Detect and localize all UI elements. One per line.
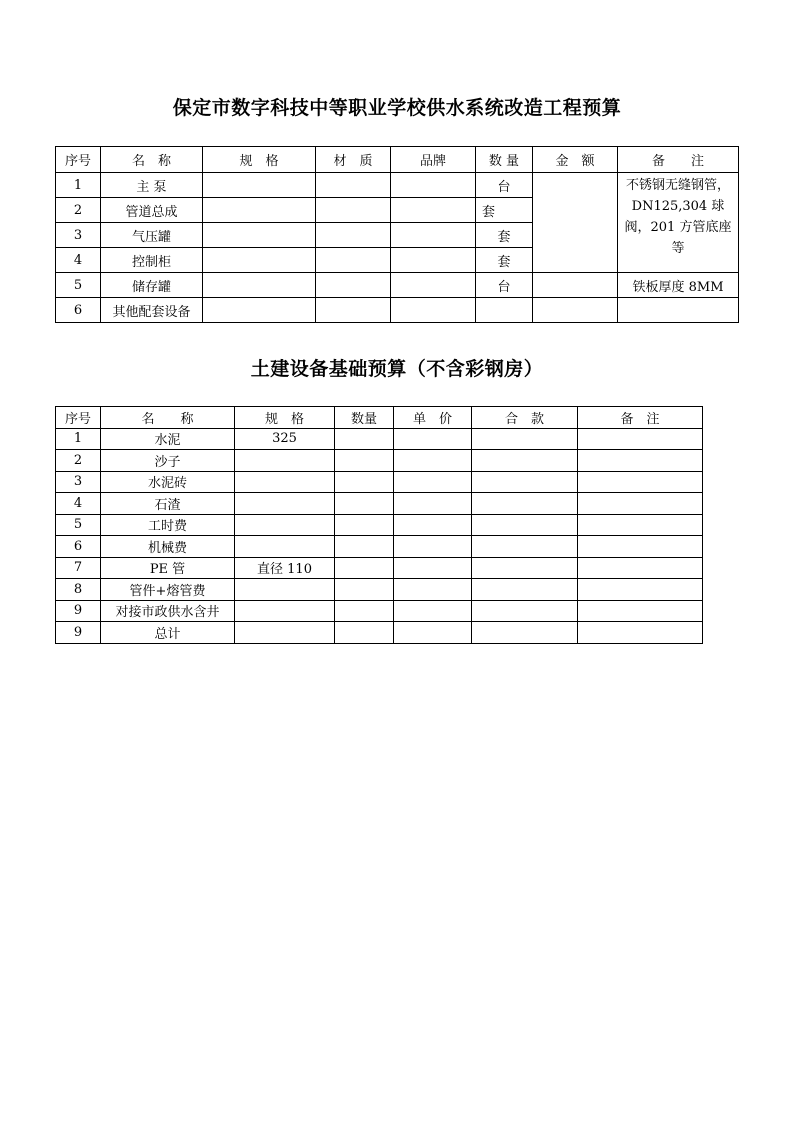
cell-no: 7 [56, 557, 101, 579]
header-no: 序号 [56, 147, 101, 173]
table-row [56, 579, 703, 601]
table-row [56, 471, 703, 493]
header-brand: 品牌 [391, 147, 476, 173]
cell-name: PE 管 [101, 557, 235, 579]
cell-qty: 套 [476, 248, 533, 273]
cell-note: 铁板厚度 8MM [618, 273, 739, 298]
table-header-row [56, 147, 739, 173]
cell-name: 储存罐 [101, 273, 203, 298]
cell-brand [391, 298, 476, 323]
cell-spec [235, 600, 335, 622]
cell-note [578, 600, 703, 622]
cell-note [578, 471, 703, 493]
cell-qty [335, 428, 394, 450]
cell-qty: 套 [476, 223, 533, 248]
cell-no: 2 [56, 198, 101, 223]
cell-name: 气压罐 [101, 223, 203, 248]
cell-spec [235, 450, 335, 472]
header-qty: 数量 [335, 407, 394, 429]
cell-name: 总计 [101, 622, 235, 644]
table-row [56, 450, 703, 472]
cell-qty [335, 557, 394, 579]
cell-spec [235, 471, 335, 493]
cell-brand [391, 173, 476, 198]
cell-unit-price [394, 493, 472, 515]
cell-material [316, 248, 391, 273]
cell-unit-price [394, 622, 472, 644]
cell-total [472, 428, 578, 450]
cell-unit-price [394, 428, 472, 450]
header-material: 材 质 [316, 147, 391, 173]
table-header-row [56, 407, 703, 429]
cell-name: 机械费 [101, 536, 235, 558]
cell-qty: 台 [476, 173, 533, 198]
cell-no: 9 [56, 622, 101, 644]
cell-unit-price [394, 471, 472, 493]
cell-note [578, 536, 703, 558]
cell-qty [335, 450, 394, 472]
table-row [56, 298, 739, 323]
cell-name: 水泥 [101, 428, 235, 450]
cell-amount [533, 298, 618, 323]
table-row [56, 514, 703, 536]
cell-qty [335, 579, 394, 601]
cell-brand [391, 248, 476, 273]
cell-spec [203, 223, 316, 248]
cell-name: 水泥砖 [101, 471, 235, 493]
equipment-budget-table [55, 146, 739, 323]
cell-name: 对接市政供水含井 [101, 600, 235, 622]
cell-spec [235, 622, 335, 644]
header-unit-price: 单 价 [394, 407, 472, 429]
cell-total [472, 471, 578, 493]
table-row [56, 622, 703, 644]
cell-brand [391, 223, 476, 248]
table-row [56, 273, 739, 298]
cell-note [578, 622, 703, 644]
cell-note [618, 298, 739, 323]
cell-name: 石渣 [101, 493, 235, 515]
cell-material [316, 273, 391, 298]
cell-name: 沙子 [101, 450, 235, 472]
cell-name: 其他配套设备 [101, 298, 203, 323]
cell-name: 主 泵 [101, 173, 203, 198]
cell-name: 管道总成 [101, 198, 203, 223]
cell-total [472, 450, 578, 472]
cell-name: 工时费 [101, 514, 235, 536]
table-row [56, 428, 703, 450]
cell-material [316, 223, 391, 248]
cell-amount [533, 173, 618, 273]
cell-qty [335, 493, 394, 515]
cell-total [472, 536, 578, 558]
header-note: 备 注 [618, 147, 739, 173]
cell-spec: 直径 110 [235, 557, 335, 579]
cell-qty [476, 298, 533, 323]
cell-unit-price [394, 450, 472, 472]
header-name: 名 称 [101, 407, 235, 429]
header-qty: 数 量 [476, 147, 533, 173]
header-amount: 金 额 [533, 147, 618, 173]
cell-no: 4 [56, 493, 101, 515]
civil-budget-table [55, 406, 703, 644]
cell-qty [335, 536, 394, 558]
cell-qty: 台 [476, 273, 533, 298]
cell-material [316, 198, 391, 223]
cell-note [578, 493, 703, 515]
cell-no: 9 [56, 600, 101, 622]
cell-qty [335, 600, 394, 622]
cell-total [472, 493, 578, 515]
cell-note [578, 514, 703, 536]
cell-no: 1 [56, 173, 101, 198]
cell-total [472, 622, 578, 644]
cell-no: 5 [56, 514, 101, 536]
cell-note [578, 450, 703, 472]
cell-note [578, 579, 703, 601]
cell-total [472, 557, 578, 579]
cell-no: 3 [56, 471, 101, 493]
cell-name: 控制柜 [101, 248, 203, 273]
cell-no: 4 [56, 248, 101, 273]
header-no: 序号 [56, 407, 101, 429]
header-spec: 规 格 [235, 407, 335, 429]
cell-spec [203, 298, 316, 323]
cell-no: 5 [56, 273, 101, 298]
cell-material [316, 173, 391, 198]
cell-spec [235, 514, 335, 536]
cell-no: 3 [56, 223, 101, 248]
page-title: 保定市数字科技中等职业学校供水系统改造工程预算 [172, 97, 622, 119]
cell-note [578, 557, 703, 579]
cell-spec [235, 536, 335, 558]
cell-unit-price [394, 536, 472, 558]
header-total: 合 款 [472, 407, 578, 429]
cell-name: 管件+熔管费 [101, 579, 235, 601]
cell-no: 2 [56, 450, 101, 472]
table-row [56, 493, 703, 515]
cell-spec [203, 248, 316, 273]
table-row [56, 536, 703, 558]
cell-brand [391, 198, 476, 223]
cell-no: 1 [56, 428, 101, 450]
cell-spec [203, 173, 316, 198]
cell-no: 6 [56, 298, 101, 323]
cell-unit-price [394, 579, 472, 601]
cell-total [472, 600, 578, 622]
section-title: 土建设备基础预算（不含彩钢房） [250, 358, 544, 380]
cell-material [316, 298, 391, 323]
cell-merged-note: 不锈钢无缝钢管，DN125,304 球阀，201 方管底座等 [618, 173, 739, 273]
cell-spec [235, 579, 335, 601]
cell-spec [235, 493, 335, 515]
cell-no: 6 [56, 536, 101, 558]
table-row [56, 600, 703, 622]
cell-qty [335, 471, 394, 493]
header-note: 备 注 [578, 407, 703, 429]
cell-qty [335, 622, 394, 644]
cell-spec [203, 273, 316, 298]
cell-unit-price [394, 600, 472, 622]
cell-qty: 套 [476, 198, 533, 223]
cell-spec: 325 [235, 428, 335, 450]
cell-spec [203, 198, 316, 223]
header-spec: 规 格 [203, 147, 316, 173]
table-row [56, 557, 703, 579]
cell-total [472, 579, 578, 601]
cell-total [472, 514, 578, 536]
cell-qty [335, 514, 394, 536]
table-row [56, 173, 739, 198]
cell-note [578, 428, 703, 450]
cell-unit-price [394, 557, 472, 579]
cell-amount [533, 273, 618, 298]
cell-unit-price [394, 514, 472, 536]
cell-brand [391, 273, 476, 298]
cell-no: 8 [56, 579, 101, 601]
header-name: 名 称 [101, 147, 203, 173]
